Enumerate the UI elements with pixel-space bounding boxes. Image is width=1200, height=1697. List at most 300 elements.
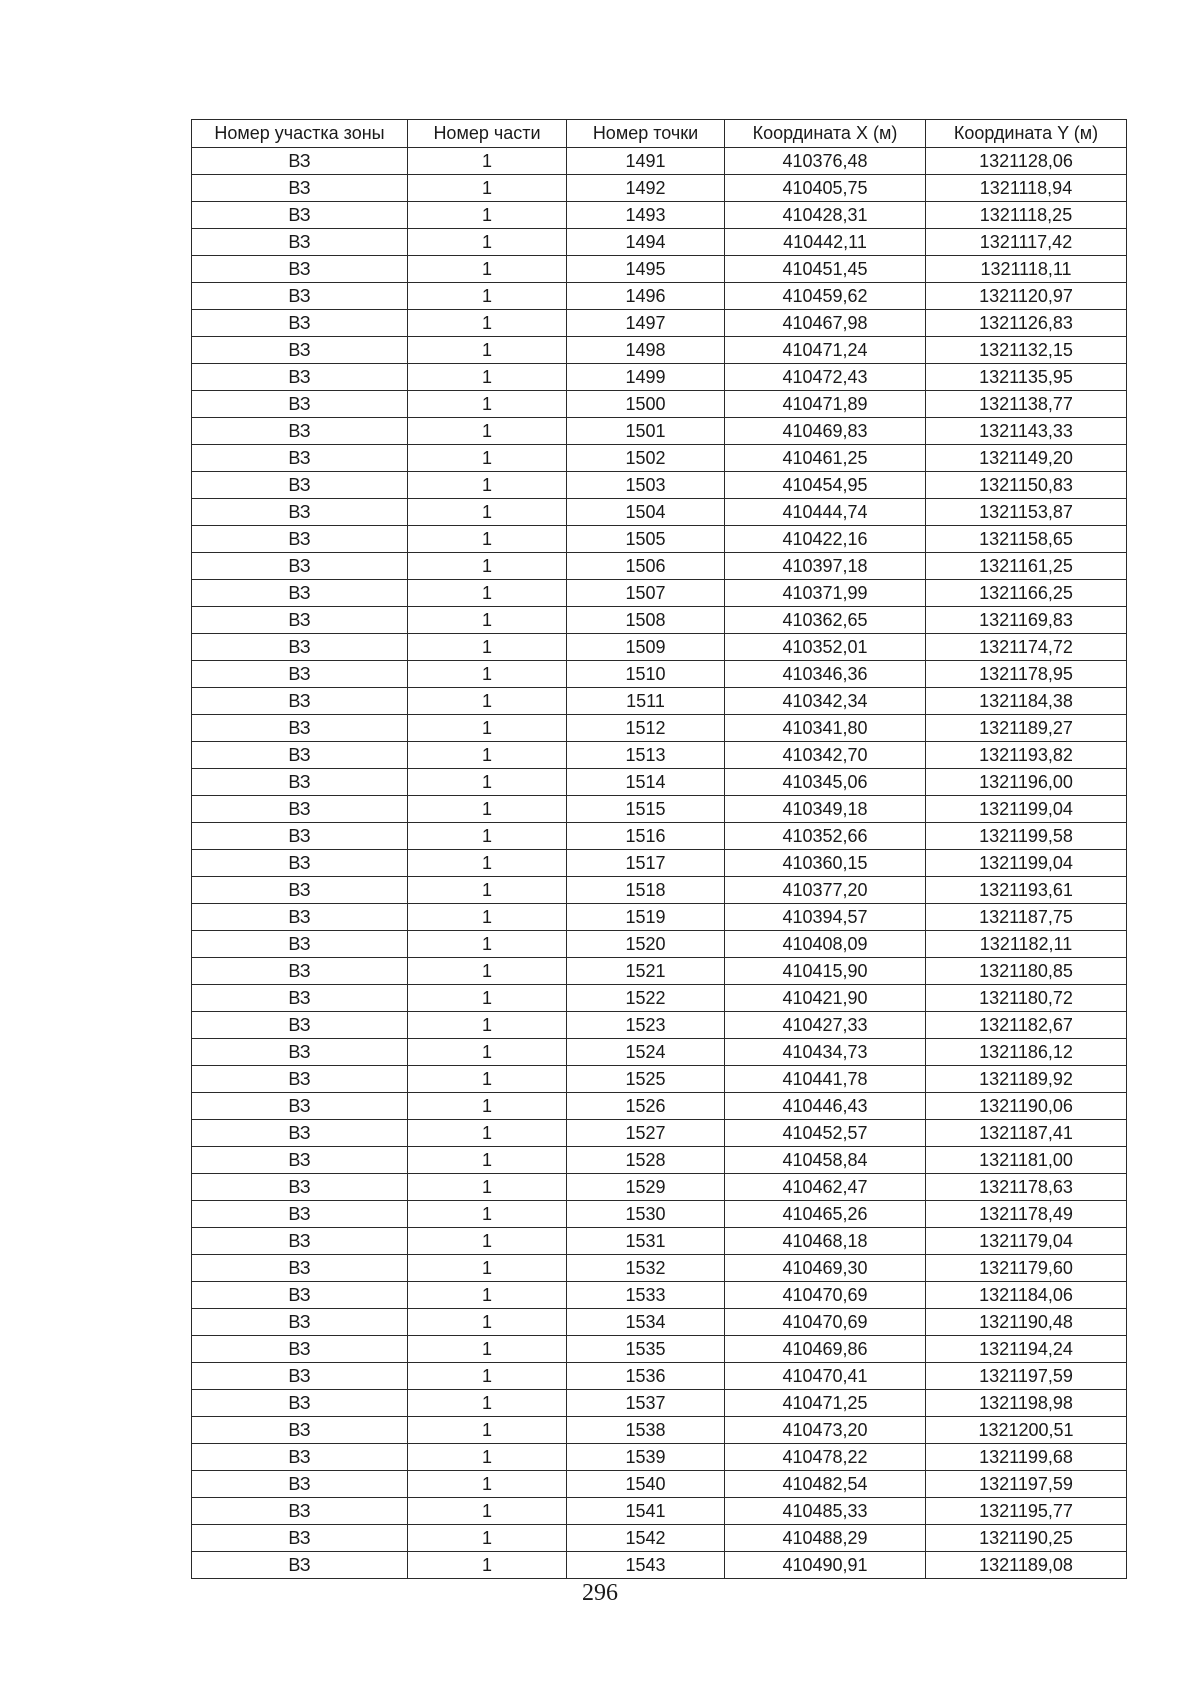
- cell-part-number: 1: [408, 877, 567, 904]
- cell-zone-section: ВЗ: [192, 742, 408, 769]
- cell-point-number: 1517: [567, 850, 725, 877]
- cell-part-number: 1: [408, 823, 567, 850]
- cell-coordinate-y: 1321169,83: [926, 607, 1127, 634]
- cell-zone-section: ВЗ: [192, 1228, 408, 1255]
- cell-coordinate-x: 410341,80: [725, 715, 926, 742]
- cell-coordinate-y: 1321178,49: [926, 1201, 1127, 1228]
- cell-coordinate-x: 410454,95: [725, 472, 926, 499]
- cell-part-number: 1: [408, 499, 567, 526]
- cell-part-number: 1: [408, 175, 567, 202]
- table-row: [192, 1147, 1127, 1174]
- table-row: [192, 472, 1127, 499]
- cell-point-number: 1527: [567, 1120, 725, 1147]
- cell-coordinate-y: 1321180,85: [926, 958, 1127, 985]
- cell-zone-section: ВЗ: [192, 985, 408, 1012]
- cell-coordinate-y: 1321187,41: [926, 1120, 1127, 1147]
- cell-point-number: 1505: [567, 526, 725, 553]
- cell-point-number: 1522: [567, 985, 725, 1012]
- cell-coordinate-y: 1321190,06: [926, 1093, 1127, 1120]
- cell-point-number: 1531: [567, 1228, 725, 1255]
- table-row: [192, 202, 1127, 229]
- cell-zone-section: ВЗ: [192, 364, 408, 391]
- cell-point-number: 1504: [567, 499, 725, 526]
- table-row: [192, 310, 1127, 337]
- cell-part-number: 1: [408, 1012, 567, 1039]
- cell-part-number: 1: [408, 391, 567, 418]
- table-row: [192, 1309, 1127, 1336]
- cell-coordinate-y: 1321182,67: [926, 1012, 1127, 1039]
- cell-point-number: 1519: [567, 904, 725, 931]
- cell-part-number: 1: [408, 418, 567, 445]
- table-row: [192, 445, 1127, 472]
- cell-point-number: 1537: [567, 1390, 725, 1417]
- cell-coordinate-x: 410469,30: [725, 1255, 926, 1282]
- cell-part-number: 1: [408, 1444, 567, 1471]
- cell-coordinate-x: 410405,75: [725, 175, 926, 202]
- cell-coordinate-y: 1321184,38: [926, 688, 1127, 715]
- cell-zone-section: ВЗ: [192, 850, 408, 877]
- cell-coordinate-x: 410362,65: [725, 607, 926, 634]
- table-row: [192, 364, 1127, 391]
- cell-coordinate-x: 410415,90: [725, 958, 926, 985]
- cell-point-number: 1518: [567, 877, 725, 904]
- cell-coordinate-y: 1321126,83: [926, 310, 1127, 337]
- cell-point-number: 1535: [567, 1336, 725, 1363]
- table-row: [192, 1552, 1127, 1579]
- cell-point-number: 1542: [567, 1525, 725, 1552]
- cell-coordinate-x: 410444,74: [725, 499, 926, 526]
- cell-point-number: 1491: [567, 148, 725, 175]
- cell-coordinate-x: 410465,26: [725, 1201, 926, 1228]
- cell-point-number: 1507: [567, 580, 725, 607]
- cell-coordinate-x: 410462,47: [725, 1174, 926, 1201]
- table-row: [192, 1066, 1127, 1093]
- cell-zone-section: ВЗ: [192, 1390, 408, 1417]
- cell-point-number: 1513: [567, 742, 725, 769]
- cell-coordinate-y: 1321180,72: [926, 985, 1127, 1012]
- cell-point-number: 1543: [567, 1552, 725, 1579]
- cell-point-number: 1540: [567, 1471, 725, 1498]
- cell-zone-section: ВЗ: [192, 823, 408, 850]
- cell-coordinate-y: 1321198,98: [926, 1390, 1127, 1417]
- cell-point-number: 1510: [567, 661, 725, 688]
- cell-part-number: 1: [408, 850, 567, 877]
- cell-coordinate-y: 1321174,72: [926, 634, 1127, 661]
- cell-coordinate-x: 410472,43: [725, 364, 926, 391]
- cell-zone-section: ВЗ: [192, 904, 408, 931]
- cell-coordinate-x: 410352,66: [725, 823, 926, 850]
- cell-zone-section: ВЗ: [192, 796, 408, 823]
- table-row: [192, 1282, 1127, 1309]
- cell-coordinate-x: 410346,36: [725, 661, 926, 688]
- cell-coordinate-y: 1321178,95: [926, 661, 1127, 688]
- cell-point-number: 1529: [567, 1174, 725, 1201]
- cell-part-number: 1: [408, 688, 567, 715]
- cell-part-number: 1: [408, 958, 567, 985]
- cell-zone-section: ВЗ: [192, 445, 408, 472]
- cell-point-number: 1503: [567, 472, 725, 499]
- cell-point-number: 1514: [567, 769, 725, 796]
- cell-zone-section: ВЗ: [192, 175, 408, 202]
- cell-part-number: 1: [408, 742, 567, 769]
- cell-coordinate-x: 410394,57: [725, 904, 926, 931]
- cell-point-number: 1496: [567, 283, 725, 310]
- cell-coordinate-y: 1321118,25: [926, 202, 1127, 229]
- cell-zone-section: ВЗ: [192, 1309, 408, 1336]
- header-coordinate-x: Координата X (м): [725, 120, 926, 148]
- cell-part-number: 1: [408, 1066, 567, 1093]
- cell-part-number: 1: [408, 661, 567, 688]
- cell-coordinate-x: 410490,91: [725, 1552, 926, 1579]
- cell-point-number: 1525: [567, 1066, 725, 1093]
- cell-point-number: 1526: [567, 1093, 725, 1120]
- cell-coordinate-y: 1321184,06: [926, 1282, 1127, 1309]
- cell-part-number: 1: [408, 472, 567, 499]
- cell-coordinate-x: 410470,69: [725, 1282, 926, 1309]
- cell-point-number: 1538: [567, 1417, 725, 1444]
- cell-point-number: 1512: [567, 715, 725, 742]
- cell-part-number: 1: [408, 1093, 567, 1120]
- cell-coordinate-x: 410441,78: [725, 1066, 926, 1093]
- cell-coordinate-x: 410446,43: [725, 1093, 926, 1120]
- cell-part-number: 1: [408, 256, 567, 283]
- cell-coordinate-y: 1321190,48: [926, 1309, 1127, 1336]
- cell-coordinate-x: 410469,83: [725, 418, 926, 445]
- cell-part-number: 1: [408, 931, 567, 958]
- table-row: [192, 1039, 1127, 1066]
- table-row: [192, 688, 1127, 715]
- cell-coordinate-x: 410397,18: [725, 553, 926, 580]
- cell-part-number: 1: [408, 904, 567, 931]
- cell-coordinate-x: 410371,99: [725, 580, 926, 607]
- header-point-number: Номер точки: [567, 120, 725, 148]
- cell-part-number: 1: [408, 1498, 567, 1525]
- cell-part-number: 1: [408, 1363, 567, 1390]
- cell-coordinate-y: 1321149,20: [926, 445, 1127, 472]
- cell-coordinate-x: 410461,25: [725, 445, 926, 472]
- table-row: [192, 742, 1127, 769]
- cell-coordinate-x: 410376,48: [725, 148, 926, 175]
- cell-coordinate-y: 1321117,42: [926, 229, 1127, 256]
- cell-part-number: 1: [408, 1255, 567, 1282]
- cell-coordinate-x: 410349,18: [725, 796, 926, 823]
- table-row: [192, 283, 1127, 310]
- cell-zone-section: ВЗ: [192, 1417, 408, 1444]
- cell-point-number: 1511: [567, 688, 725, 715]
- cell-zone-section: ВЗ: [192, 1336, 408, 1363]
- table-row: [192, 1363, 1127, 1390]
- cell-zone-section: ВЗ: [192, 553, 408, 580]
- cell-part-number: 1: [408, 796, 567, 823]
- table-row: [192, 1228, 1127, 1255]
- cell-coordinate-y: 1321179,60: [926, 1255, 1127, 1282]
- cell-zone-section: ВЗ: [192, 931, 408, 958]
- cell-coordinate-y: 1321189,08: [926, 1552, 1127, 1579]
- cell-part-number: 1: [408, 1336, 567, 1363]
- cell-coordinate-x: 410421,90: [725, 985, 926, 1012]
- cell-point-number: 1494: [567, 229, 725, 256]
- cell-zone-section: ВЗ: [192, 1282, 408, 1309]
- cell-part-number: 1: [408, 1390, 567, 1417]
- table-row: [192, 1390, 1127, 1417]
- table-row: [192, 1255, 1127, 1282]
- cell-zone-section: ВЗ: [192, 1471, 408, 1498]
- table-row: [192, 1093, 1127, 1120]
- header-row: [192, 120, 1127, 148]
- cell-point-number: 1500: [567, 391, 725, 418]
- table-row: [192, 661, 1127, 688]
- table-row: [192, 1120, 1127, 1147]
- cell-coordinate-y: 1321179,04: [926, 1228, 1127, 1255]
- table-row: [192, 229, 1127, 256]
- table-row: [192, 715, 1127, 742]
- cell-coordinate-x: 410482,54: [725, 1471, 926, 1498]
- cell-point-number: 1515: [567, 796, 725, 823]
- cell-zone-section: ВЗ: [192, 1552, 408, 1579]
- cell-point-number: 1532: [567, 1255, 725, 1282]
- cell-part-number: 1: [408, 337, 567, 364]
- cell-coordinate-x: 410352,01: [725, 634, 926, 661]
- cell-zone-section: ВЗ: [192, 526, 408, 553]
- cell-point-number: 1541: [567, 1498, 725, 1525]
- table-row: [192, 904, 1127, 931]
- cell-coordinate-x: 410345,06: [725, 769, 926, 796]
- cell-coordinate-y: 1321199,68: [926, 1444, 1127, 1471]
- cell-zone-section: ВЗ: [192, 472, 408, 499]
- cell-zone-section: ВЗ: [192, 310, 408, 337]
- cell-part-number: 1: [408, 1228, 567, 1255]
- cell-point-number: 1521: [567, 958, 725, 985]
- cell-coordinate-y: 1321182,11: [926, 931, 1127, 958]
- cell-coordinate-x: 410427,33: [725, 1012, 926, 1039]
- cell-zone-section: ВЗ: [192, 607, 408, 634]
- cell-coordinate-y: 1321128,06: [926, 148, 1127, 175]
- cell-coordinate-y: 1321120,97: [926, 283, 1127, 310]
- table-row: [192, 1336, 1127, 1363]
- cell-coordinate-x: 410470,69: [725, 1309, 926, 1336]
- cell-coordinate-x: 410473,20: [725, 1417, 926, 1444]
- cell-coordinate-y: 1321200,51: [926, 1417, 1127, 1444]
- cell-part-number: 1: [408, 1201, 567, 1228]
- table-row: [192, 1012, 1127, 1039]
- cell-zone-section: ВЗ: [192, 1093, 408, 1120]
- cell-zone-section: ВЗ: [192, 1174, 408, 1201]
- cell-part-number: 1: [408, 985, 567, 1012]
- table-row: [192, 769, 1127, 796]
- cell-part-number: 1: [408, 202, 567, 229]
- cell-coordinate-y: 1321197,59: [926, 1363, 1127, 1390]
- table-row: [192, 418, 1127, 445]
- table-row: [192, 391, 1127, 418]
- cell-zone-section: ВЗ: [192, 202, 408, 229]
- cell-zone-section: ВЗ: [192, 1147, 408, 1174]
- cell-part-number: 1: [408, 1471, 567, 1498]
- cell-zone-section: ВЗ: [192, 391, 408, 418]
- cell-coordinate-y: 1321195,77: [926, 1498, 1127, 1525]
- cell-zone-section: ВЗ: [192, 1201, 408, 1228]
- cell-zone-section: ВЗ: [192, 1525, 408, 1552]
- cell-part-number: 1: [408, 1417, 567, 1444]
- cell-point-number: 1536: [567, 1363, 725, 1390]
- table-body: [192, 148, 1127, 1579]
- cell-part-number: 1: [408, 1147, 567, 1174]
- cell-part-number: 1: [408, 310, 567, 337]
- cell-part-number: 1: [408, 580, 567, 607]
- cell-coordinate-y: 1321187,75: [926, 904, 1127, 931]
- cell-part-number: 1: [408, 1120, 567, 1147]
- table-row: [192, 1174, 1127, 1201]
- cell-zone-section: ВЗ: [192, 1066, 408, 1093]
- cell-coordinate-x: 410470,41: [725, 1363, 926, 1390]
- table-row: [192, 553, 1127, 580]
- cell-point-number: 1534: [567, 1309, 725, 1336]
- cell-zone-section: ВЗ: [192, 1012, 408, 1039]
- table-row: [192, 607, 1127, 634]
- cell-part-number: 1: [408, 553, 567, 580]
- cell-point-number: 1516: [567, 823, 725, 850]
- cell-coordinate-y: 1321193,82: [926, 742, 1127, 769]
- cell-coordinate-y: 1321199,04: [926, 850, 1127, 877]
- cell-part-number: 1: [408, 1552, 567, 1579]
- cell-zone-section: ВЗ: [192, 958, 408, 985]
- cell-part-number: 1: [408, 769, 567, 796]
- cell-part-number: 1: [408, 283, 567, 310]
- cell-point-number: 1539: [567, 1444, 725, 1471]
- cell-coordinate-x: 410458,84: [725, 1147, 926, 1174]
- cell-coordinate-x: 410478,22: [725, 1444, 926, 1471]
- cell-coordinate-x: 410442,11: [725, 229, 926, 256]
- cell-coordinate-x: 410468,18: [725, 1228, 926, 1255]
- cell-coordinate-y: 1321181,00: [926, 1147, 1127, 1174]
- cell-coordinate-x: 410467,98: [725, 310, 926, 337]
- cell-point-number: 1493: [567, 202, 725, 229]
- cell-zone-section: ВЗ: [192, 337, 408, 364]
- cell-zone-section: ВЗ: [192, 1444, 408, 1471]
- cell-coordinate-y: 1321199,58: [926, 823, 1127, 850]
- cell-point-number: 1499: [567, 364, 725, 391]
- cell-coordinate-x: 410452,57: [725, 1120, 926, 1147]
- cell-zone-section: ВЗ: [192, 877, 408, 904]
- cell-zone-section: ВЗ: [192, 1363, 408, 1390]
- cell-coordinate-x: 410422,16: [725, 526, 926, 553]
- header-zone-section: Номер участка зоны: [192, 120, 408, 148]
- table-row: [192, 1525, 1127, 1552]
- table-row: [192, 256, 1127, 283]
- cell-coordinate-x: 410485,33: [725, 1498, 926, 1525]
- table-header: [192, 120, 1127, 148]
- cell-coordinate-y: 1321118,11: [926, 256, 1127, 283]
- table-row: [192, 1417, 1127, 1444]
- cell-part-number: 1: [408, 1525, 567, 1552]
- cell-coordinate-y: 1321190,25: [926, 1525, 1127, 1552]
- table-row: [192, 985, 1127, 1012]
- table-row: [192, 526, 1127, 553]
- cell-coordinate-y: 1321186,12: [926, 1039, 1127, 1066]
- cell-coordinate-y: 1321193,61: [926, 877, 1127, 904]
- cell-point-number: 1520: [567, 931, 725, 958]
- cell-zone-section: ВЗ: [192, 229, 408, 256]
- cell-coordinate-y: 1321199,04: [926, 796, 1127, 823]
- header-part-number: Номер части: [408, 120, 567, 148]
- cell-coordinate-x: 410451,45: [725, 256, 926, 283]
- cell-coordinate-x: 410428,31: [725, 202, 926, 229]
- cell-point-number: 1523: [567, 1012, 725, 1039]
- cell-zone-section: ВЗ: [192, 661, 408, 688]
- cell-part-number: 1: [408, 148, 567, 175]
- cell-point-number: 1524: [567, 1039, 725, 1066]
- cell-point-number: 1528: [567, 1147, 725, 1174]
- cell-coordinate-y: 1321150,83: [926, 472, 1127, 499]
- cell-zone-section: ВЗ: [192, 634, 408, 661]
- table-row: [192, 1498, 1127, 1525]
- cell-part-number: 1: [408, 1309, 567, 1336]
- table-row: [192, 175, 1127, 202]
- cell-point-number: 1501: [567, 418, 725, 445]
- table-row: [192, 634, 1127, 661]
- cell-zone-section: ВЗ: [192, 688, 408, 715]
- table-row: [192, 850, 1127, 877]
- table-row: [192, 1201, 1127, 1228]
- cell-coordinate-y: 1321143,33: [926, 418, 1127, 445]
- cell-coordinate-y: 1321132,15: [926, 337, 1127, 364]
- page-number: 296: [582, 1580, 618, 1606]
- cell-zone-section: ВЗ: [192, 148, 408, 175]
- cell-coordinate-y: 1321153,87: [926, 499, 1127, 526]
- cell-coordinate-y: 1321161,25: [926, 553, 1127, 580]
- cell-coordinate-x: 410434,73: [725, 1039, 926, 1066]
- cell-part-number: 1: [408, 607, 567, 634]
- table-row: [192, 931, 1127, 958]
- table-row: [192, 337, 1127, 364]
- cell-point-number: 1492: [567, 175, 725, 202]
- cell-coordinate-x: 410408,09: [725, 931, 926, 958]
- cell-point-number: 1502: [567, 445, 725, 472]
- cell-coordinate-y: 1321138,77: [926, 391, 1127, 418]
- cell-zone-section: ВЗ: [192, 256, 408, 283]
- cell-part-number: 1: [408, 715, 567, 742]
- cell-part-number: 1: [408, 1282, 567, 1309]
- cell-coordinate-y: 1321194,24: [926, 1336, 1127, 1363]
- table-row: [192, 1444, 1127, 1471]
- cell-zone-section: ВЗ: [192, 1039, 408, 1066]
- cell-coordinate-x: 410469,86: [725, 1336, 926, 1363]
- cell-point-number: 1533: [567, 1282, 725, 1309]
- cell-coordinate-x: 410471,89: [725, 391, 926, 418]
- table-row: [192, 877, 1127, 904]
- cell-coordinate-y: 1321189,27: [926, 715, 1127, 742]
- table-row: [192, 823, 1127, 850]
- cell-point-number: 1530: [567, 1201, 725, 1228]
- cell-zone-section: ВЗ: [192, 499, 408, 526]
- cell-point-number: 1508: [567, 607, 725, 634]
- cell-zone-section: ВЗ: [192, 418, 408, 445]
- cell-part-number: 1: [408, 634, 567, 661]
- cell-coordinate-x: 410360,15: [725, 850, 926, 877]
- cell-part-number: 1: [408, 229, 567, 256]
- coordinates-table: [191, 119, 1127, 1579]
- cell-zone-section: ВЗ: [192, 769, 408, 796]
- table-row: [192, 499, 1127, 526]
- cell-coordinate-y: 1321135,95: [926, 364, 1127, 391]
- cell-point-number: 1509: [567, 634, 725, 661]
- header-coordinate-y: Координата Y (м): [926, 120, 1127, 148]
- cell-point-number: 1495: [567, 256, 725, 283]
- cell-coordinate-y: 1321118,94: [926, 175, 1127, 202]
- cell-part-number: 1: [408, 445, 567, 472]
- cell-point-number: 1498: [567, 337, 725, 364]
- table-row: [192, 958, 1127, 985]
- cell-coordinate-x: 410488,29: [725, 1525, 926, 1552]
